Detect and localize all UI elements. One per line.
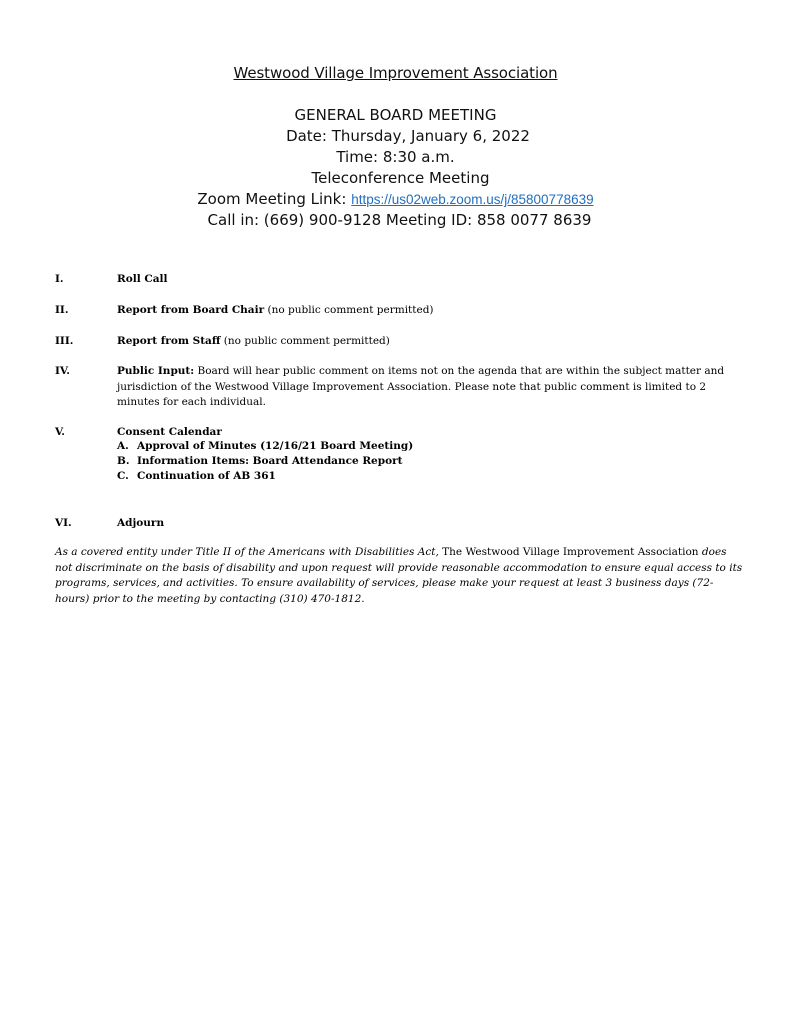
agenda-item-numeral: I. (55, 273, 64, 285)
ada-disclaimer (55, 545, 745, 607)
subitem (117, 439, 743, 454)
agenda-item-title: Roll Call (117, 273, 168, 285)
call-in-info: Call in: (669) 900-9128 Meeting ID: 858 0077 8639 (207, 211, 592, 229)
subitem (117, 469, 743, 484)
agenda-item-numeral: II. (55, 304, 69, 316)
zoom-link-line (0, 189, 791, 210)
meeting-header (0, 62, 791, 231)
subitem-text: Information Items: Board Attendance Report (137, 455, 403, 467)
subitem-letter: A. (117, 440, 129, 452)
agenda-item-numeral: III. (55, 335, 74, 347)
agenda-item-note: (no public comment permitted) (264, 304, 434, 316)
subitem-text: Approval of Minutes (12/16/21 Board Meeting) (137, 440, 414, 452)
agenda-item-title: Consent Calendar (117, 426, 222, 438)
agenda-item-title: Report from Staff (117, 335, 221, 347)
disclaimer-org-name: The Westwood Village Improvement Association (438, 546, 699, 558)
meeting-date: Date: Thursday, January 6, 2022 (286, 127, 530, 145)
agenda-item-numeral: V. (55, 426, 65, 438)
agenda-item-title: Public Input: (117, 365, 195, 377)
subitem (117, 454, 743, 469)
agenda-item-note: (no public comment permitted) (220, 335, 390, 347)
consent-calendar-subitems (117, 439, 743, 484)
meeting-time: Time: 8:30 a.m. (336, 148, 455, 166)
agenda-item-title: Adjourn (117, 517, 165, 529)
zoom-meeting-link[interactable]: https://us02web.zoom.us/j/85800778639 (351, 192, 594, 207)
disclaimer-italic-lead: As a covered entity under Title II of the Americans with Disabilities Act, (55, 546, 439, 558)
organization-title: Westwood Village Improvement Association (233, 64, 558, 82)
agenda-item-numeral: IV. (55, 365, 70, 377)
subitem-letter: B. (117, 455, 130, 467)
meeting-format: Teleconference Meeting (311, 169, 490, 187)
disclaimer-italic-tail: does not discriminate on the basis of disability and upon request will provide reasonable accommodation to ensure equal access to its programs, services, and activities. To ensure availability of services, please make your request at least 3 business days (72-hours) prior to the meeting by contacting (310) 470-1812. (55, 546, 743, 605)
agenda-item-note: Board will hear public comment on items not on the agenda that are within the subject matter and jurisdiction of the Westwood Village Improvement Association. Please note that public comment is limited to 2 minutes for each individual. (117, 365, 725, 408)
subitem-text: Continuation of AB 361 (137, 470, 276, 482)
subitem-letter: C. (117, 470, 129, 482)
agenda-item-numeral: VI. (55, 517, 72, 529)
agenda-item-title: Report from Board Chair (117, 304, 265, 316)
meeting-title: GENERAL BOARD MEETING (294, 106, 497, 124)
zoom-link-label: Zoom Meeting Link: (197, 190, 352, 208)
